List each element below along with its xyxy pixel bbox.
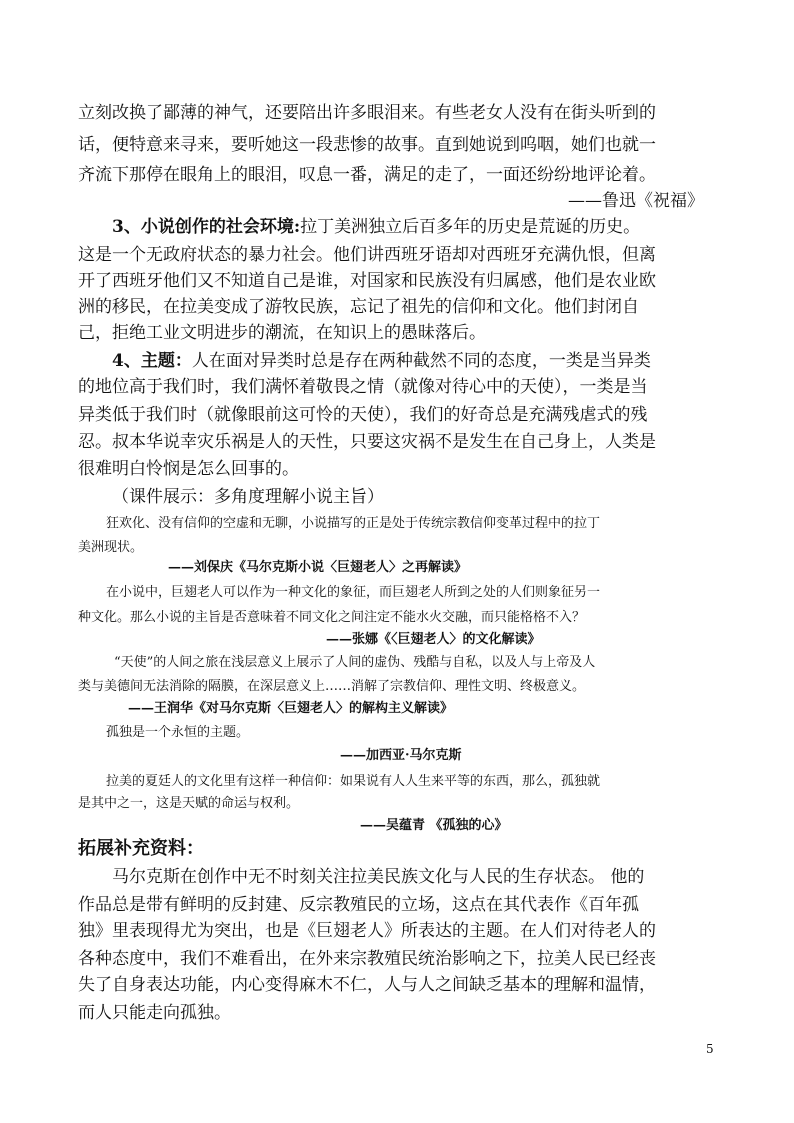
section-3-text: 拉丁美洲独立后百多年的历史是荒诞的历史。 (300, 217, 641, 237)
paragraph-line: 异类低于我们时（就像眼前这可怜的天使），我们的好奇总是充满残虐式的残 (78, 405, 648, 425)
paragraph-line: 己，拒绝工业文明进步的潮流，在知识上的愚昧落后。 (78, 323, 486, 343)
paragraph-line: 失了自身表达功能，内心变得麻木不仁，人与人之间缺乏基本的理解和温情， (78, 975, 656, 995)
section-3-first-line (112, 212, 640, 237)
paragraph-line: 洲的移民，在拉美变成了游牧民族，忘记了祖先的信仰和文化。他们封闭自 (78, 297, 639, 317)
section-3-label: 3、小说创作的社会环境: (112, 217, 301, 237)
paragraph-line: 而人只能走向孤独。 (78, 1003, 231, 1023)
quote-line: 是其中之一，这是天赋的命运与权利。 (78, 796, 300, 811)
quote-source: ——刘保庆《马尔克斯小说〈巨翅老人〉之再解读》 (168, 560, 468, 575)
paragraph-line: 作品总是带有鲜明的反封建、反宗教殖民的立场，这点在其代表作《百年孤 (78, 895, 639, 915)
supplement-heading: 拓展补充资料： (78, 838, 204, 859)
paragraph-line: 马尔克斯在创作中无不时刻关注拉美民族文化与人民的生存状态。 他的 (112, 867, 645, 887)
quote-line: 类与美德间无法消除的隔膜，在深层意义上……消解了宗教信仰、理性文明、终极意义。 (78, 679, 586, 694)
paragraph-line: 各种态度中，我们不难看出，在外来宗教殖民统治影响之下，拉美人民已经丧 (78, 949, 656, 969)
courseware-note: （课件展示：多角度理解小说主旨） (112, 487, 384, 507)
quote-source: ——吴蕴青 《孤独的心》 (360, 818, 508, 833)
section-4-first-line (112, 346, 651, 371)
paragraph-line: 的地位高于我们时，我们满怀着敬畏之情（就像对待心中的天使），一类是当 (78, 377, 648, 397)
section-4-label: 4、主题： (112, 351, 192, 371)
paragraph-line: 立刻改换了鄙薄的神气，还要陪出许多眼泪来。有些老女人没有在街头听到的 (78, 103, 656, 123)
paragraph-line: 话，便特意来寻来，要听她这一段悲惨的故事。直到她说到呜咽，她们也就一 (78, 135, 656, 155)
quote-line: 拉美的夏廷人的文化里有这样一种信仰：如果说有人人生来平等的东西，那么，孤独就 (106, 774, 601, 789)
quote-line: 狂欢化、没有信仰的空虚和无聊，小说描写的正是处于传统宗教信仰变革过程中的拉丁 (106, 516, 601, 531)
paragraph-line: 齐流下那停在眼角上的眼泪，叹息一番，满足的走了，一面还纷纷地评论着。 (78, 165, 656, 185)
quote-source: ——王润华《对马尔克斯〈巨翅老人〉的解构主义解读》 (128, 701, 454, 716)
quote-source: ——鲁迅《祝福》 (568, 191, 704, 211)
paragraph-line: 独》里表现得尤为突出，也是《巨翅老人》所表达的主题。在人们对待老人的 (78, 921, 656, 941)
quote-source: ——加西亚·马尔克斯 (340, 748, 462, 763)
paragraph-line: 很难明白怜悯是怎么回事的。 (78, 459, 299, 479)
quote-line: 美洲现状。 (78, 540, 144, 555)
quote-line: 在小说中，巨翅老人可以作为一种文化的象征，而巨翅老人所到之处的人们则象征另一 (106, 585, 601, 600)
page-number: 5 (706, 1042, 714, 1056)
paragraph-line: 忍。叔本华说幸灾乐祸是人的天性，只要这灾祸不是发生在自己身上，人类是 (78, 432, 656, 452)
quote-source: ——张娜《〈巨翅老人〉的文化解读》 (326, 632, 541, 647)
paragraph-line: 开了西班牙他们又不知道自己是谁，对国家和民族没有归属感，他们是农业欧 (78, 271, 656, 291)
section-4-text: 人在面对异类时总是存在两种截然不同的态度，一类是当异类 (191, 351, 651, 371)
paragraph-line: 这是一个无政府状态的暴力社会。他们讲西班牙语却对西班牙充满仇恨，但离 (78, 245, 656, 265)
quote-line: 种文化。那么小说的主旨是否意味着不同文化之间注定不能水火交融，而只能格格不入？ (78, 610, 586, 625)
quote-line: “天使”的人间之旅在浅层意义上展示了人间的虚伪、残酷与自私，以及人与上帝及人 (114, 655, 596, 670)
quote-line: 孤独是一个永恒的主题。 (106, 725, 250, 740)
